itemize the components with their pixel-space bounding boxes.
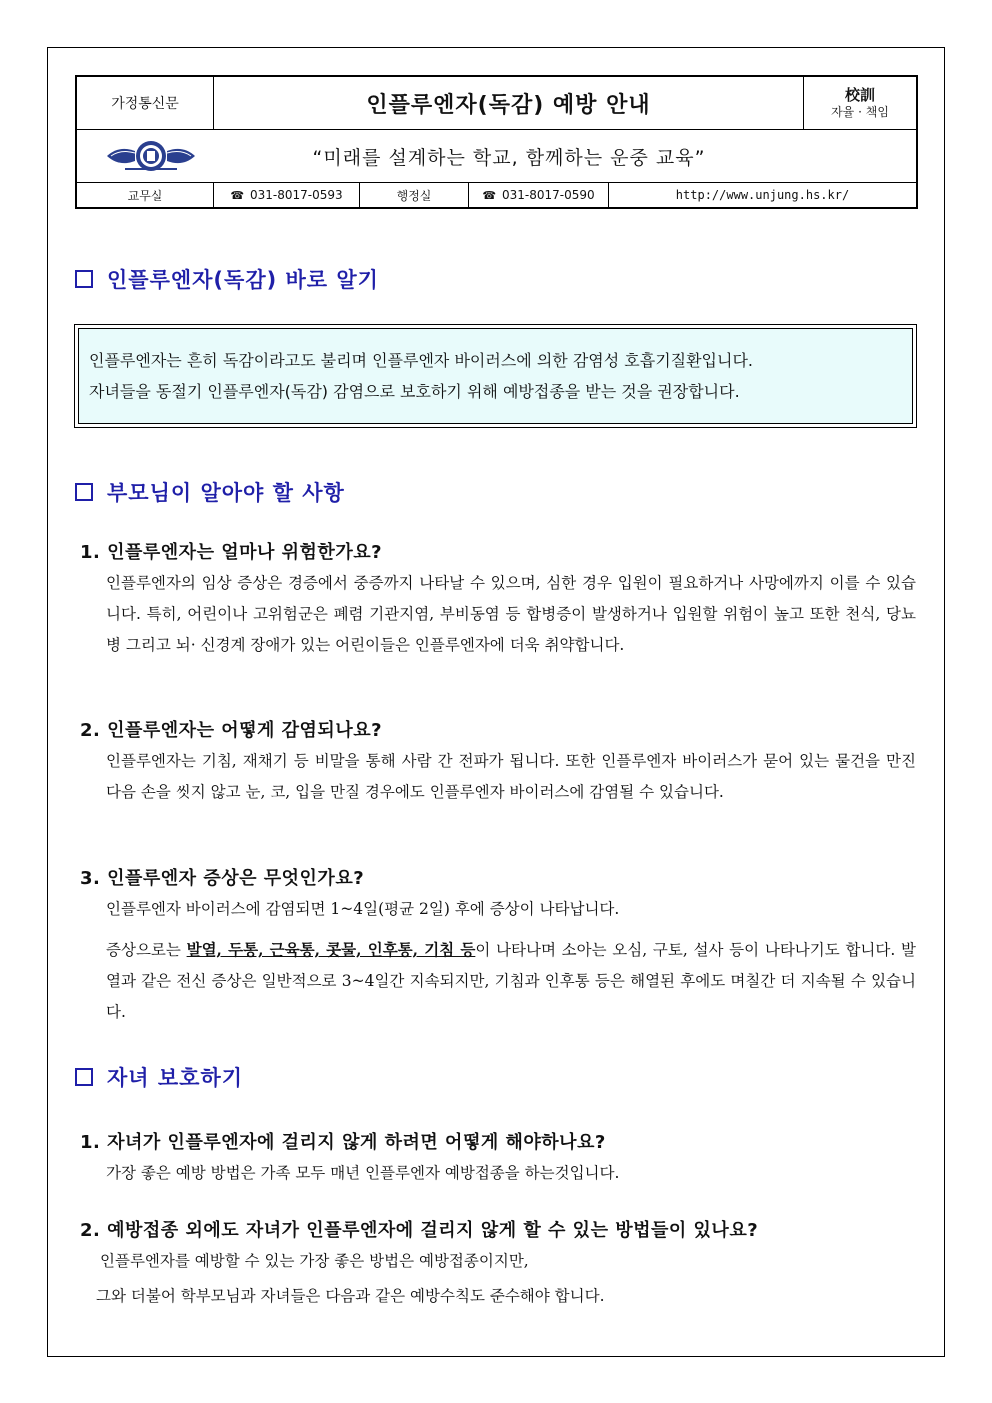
school-slogan: “미래를 설계하는 학교, 함께하는 운중 교육” bbox=[312, 146, 706, 169]
symptom-list-underlined: 발열, 두통, 근육통, 콧물, 인후통, 기침 등 bbox=[186, 940, 476, 959]
answer-paragraph bbox=[106, 934, 916, 1028]
answer-paragraph: 인플루엔자를 예방할 수 있는 가장 좋은 방법은 예방접종이지만, bbox=[100, 1252, 529, 1270]
question-title: 2. 예방접종 외에도 자녀가 인플루엔자에 걸리지 않게 할 수 있는 방법들이 있나요? bbox=[80, 1220, 759, 1241]
answer-paragraph: 인플루엔자 바이러스에 감염되면 1~4일(평균 2일) 후에 증상이 나타납니다. bbox=[106, 900, 620, 918]
section-heading-protect-children bbox=[75, 1062, 243, 1092]
school-emblem-icon bbox=[105, 139, 197, 173]
intro-text bbox=[78, 328, 913, 424]
answer-paragraph: 인플루엔자는 기침, 재채기 등 비말을 통해 사람 간 전파가 됩니다. 또한 인플루엔자 바이러스가 묻어 있는 물건을 만진 다음 손을 씻지 않고 눈, 코, 입을 만질 경우에도 인플루엔자 바이러스에 감염될 수 있습니다. bbox=[106, 752, 916, 801]
category-label: 가정통신문 bbox=[77, 77, 214, 129]
question-title: 1. 인플루엔자는 얼마나 위험한가요? bbox=[80, 542, 383, 563]
question-title: 2. 인플루엔자는 어떻게 감염되나요? bbox=[80, 720, 383, 741]
office1-phone-cell bbox=[214, 183, 360, 207]
phone-icon: ☎ bbox=[230, 188, 245, 202]
office2-phone: 031-8017-0590 bbox=[502, 188, 595, 202]
section-heading-text: 자녀 보호하기 bbox=[107, 1066, 244, 1090]
checkbox-square-icon bbox=[75, 1068, 93, 1086]
school-motto bbox=[804, 77, 916, 129]
answer-paragraph: 그와 더불어 학부모님과 자녀들은 다음과 같은 예방수칙도 준수해야 합니다. bbox=[96, 1287, 605, 1305]
symptom-lead-text: 증상으로는 bbox=[106, 941, 187, 959]
phone-icon: ☎ bbox=[482, 188, 497, 202]
motto-value: 자율 · 책임 bbox=[831, 105, 889, 119]
office2-phone-cell bbox=[469, 183, 609, 207]
office2-label: 행정실 bbox=[360, 183, 469, 207]
office1-label: 교무실 bbox=[77, 183, 214, 207]
symptom-rest-text: 이 나타나며 소아는 오심, 구토, 설사 등이 나타나기도 합니다. 발열과 같은 전신 증상은 일반적으로 3~4일간 지속되지만, 기침과 인후통 등은 해열된 후에도 며칠간 더 지속될 수 있습니다. bbox=[106, 941, 916, 1021]
office1-phone: 031-8017-0593 bbox=[250, 188, 343, 202]
question-title: 1. 자녀가 인플루엔자에 걸리지 않게 하려면 어떻게 해야하나요? bbox=[80, 1132, 606, 1153]
checkbox-square-icon bbox=[75, 270, 93, 288]
intro-line: 인플루엔자는 흔히 독감이라고도 불리며 인플루엔자 바이러스에 의한 감염성 호흡기질환입니다. bbox=[89, 351, 754, 370]
answer-paragraph: 가장 좋은 예방 방법은 가족 모두 매년 인플루엔자 예방접종을 하는것입니다. bbox=[106, 1164, 620, 1182]
checkbox-square-icon bbox=[75, 483, 93, 501]
letterhead-row-contacts bbox=[77, 183, 916, 207]
letterhead-row-slogan bbox=[77, 130, 916, 183]
motto-label: 校訓 bbox=[844, 86, 875, 104]
school-website-link[interactable]: http://www.unjung.hs.kr/ bbox=[675, 188, 850, 202]
intro-box bbox=[74, 324, 917, 428]
letterhead-table bbox=[75, 75, 918, 209]
intro-line: 자녀들을 동절기 인플루엔자(독감) 감염으로 보호하기 위해 예방접종을 받는 것을 권장합니다. bbox=[89, 382, 740, 401]
section-heading-text: 부모님이 알아야 할 사항 bbox=[107, 481, 345, 505]
section-heading-about-flu bbox=[75, 264, 379, 294]
section-heading-parents bbox=[75, 477, 345, 507]
letterhead-row-title bbox=[77, 77, 916, 130]
document-title: 인플루엔자(독감) 예방 안내 bbox=[214, 77, 804, 129]
answer-paragraph: 인플루엔자의 임상 증상은 경증에서 중증까지 나타날 수 있으며, 심한 경우 입원이 필요하거나 사망에까지 이를 수 있습니다. 특히, 어린이나 고위험군은 폐렴 기관지염, 부비동염 등 합병증이 발생하거나 입원할 위험이 높고 또한 천식, 당뇨병 그리고 뇌· 신경계 장애가 있는 어린이들은 인플루엔자에 더욱 취약합니다. bbox=[106, 574, 916, 654]
section-heading-text: 인플루엔자(독감) 바로 알기 bbox=[107, 268, 379, 292]
question-title: 3. 인플루엔자 증상은 무엇인가요? bbox=[80, 868, 365, 889]
